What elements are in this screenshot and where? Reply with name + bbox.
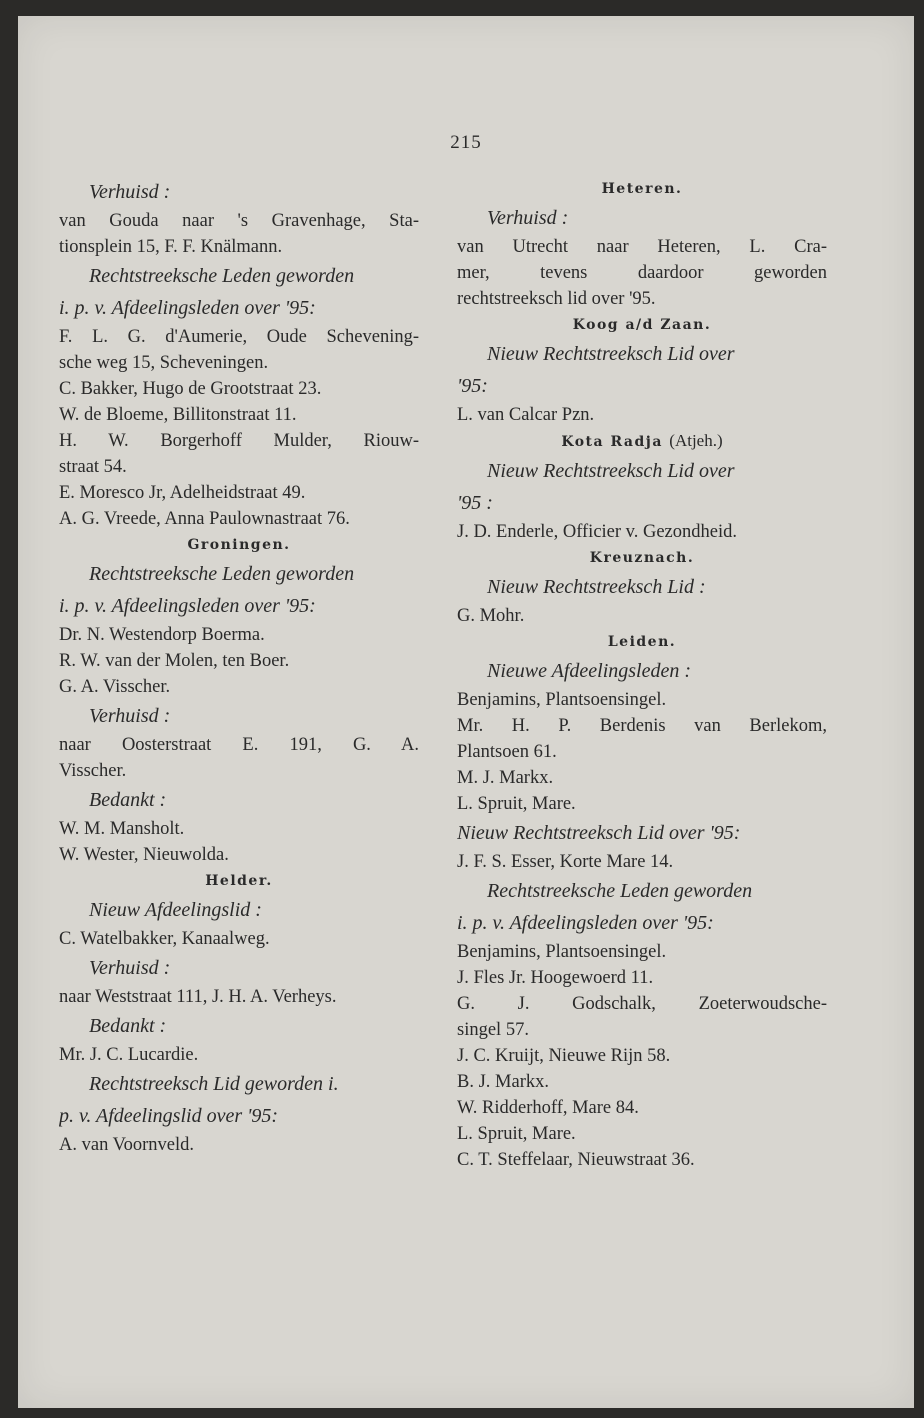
section-label: Nieuw Rechtstreeksch Lid : xyxy=(487,576,706,598)
text-line: naar Weststraat 111, J. H. A. Verheys. xyxy=(59,987,337,1007)
text-line: rechtstreeksch lid over '95. xyxy=(457,289,656,309)
heading-text: Kota Radja xyxy=(561,434,663,450)
city-heading-kota-radja xyxy=(457,428,827,455)
section-label: Nieuw Rechtstreeksch Lid over xyxy=(487,460,735,482)
city-heading-kreuznach: Kreuznach. xyxy=(589,550,695,566)
text-line: H. W. Borgerhoff Mulder, Riouw- xyxy=(59,431,419,451)
text-line: van Gouda naar 's Gravenhage, Sta- xyxy=(59,211,419,231)
text-line: Dr. N. Westendorp Boerma. xyxy=(59,625,265,645)
left-column xyxy=(59,176,419,1158)
section-label: i. p. v. Afdeelingsleden over '95: xyxy=(59,595,316,617)
section-label: Bedankt : xyxy=(89,789,167,811)
text-line: W. Ridderhoff, Mare 84. xyxy=(457,1098,639,1118)
text-line: Plantsoen 61. xyxy=(457,742,557,762)
text-line: Visscher. xyxy=(59,761,127,781)
section-label: p. v. Afdeelingslid over '95: xyxy=(59,1105,279,1127)
text-line: A. van Voornveld. xyxy=(59,1135,194,1155)
text-line: W. M. Mansholt. xyxy=(59,819,185,839)
city-heading-helder: Helder. xyxy=(205,873,273,889)
text-line: A. G. Vreede, Anna Paulownastraat 76. xyxy=(59,509,350,529)
text-line: straat 54. xyxy=(59,457,127,477)
text-line: J. Fles Jr. Hoogewoerd 11. xyxy=(457,968,654,988)
text-line: L. Spruit, Mare. xyxy=(457,794,576,814)
text-line: B. J. Markx. xyxy=(457,1072,549,1092)
section-label: Nieuw Rechtstreeksch Lid over xyxy=(487,343,735,365)
text-line: tionsplein 15, F. F. Knälmann. xyxy=(59,237,283,257)
text-line: Mr. H. P. Berdenis van Berlekom, xyxy=(457,716,827,736)
section-label: '95: xyxy=(457,375,488,397)
text-line: W. Wester, Nieuwolda. xyxy=(59,845,229,865)
text-line: C. Watelbakker, Kanaalweg. xyxy=(59,929,270,949)
section-label: Rechtstreeksch Lid geworden i. xyxy=(89,1073,339,1095)
text-line: G. J. Godschalk, Zoeterwoudsche- xyxy=(457,994,827,1014)
section-label: Bedankt : xyxy=(89,1015,167,1037)
text-line: singel 57. xyxy=(457,1020,529,1040)
text-line: J. F. S. Esser, Korte Mare 14. xyxy=(457,852,674,872)
text-line: M. J. Markx. xyxy=(457,768,554,788)
section-label: i. p. v. Afdeelingsleden over '95: xyxy=(59,297,316,319)
text-line: R. W. van der Molen, ten Boer. xyxy=(59,651,290,671)
section-label: Rechtstreeksche Leden geworden xyxy=(487,880,753,902)
right-column xyxy=(457,176,827,1173)
text-line: F. L. G. d'Aumerie, Oude Schevening- xyxy=(59,327,419,347)
section-label: Verhuisd : xyxy=(89,957,171,979)
text-line: Benjamins, Plantsoensingel. xyxy=(457,942,667,962)
heading-subtext: (Atjeh.) xyxy=(669,431,723,450)
section-label: Verhuisd : xyxy=(89,181,171,203)
text-line: naar Oosterstraat E. 191, G. A. xyxy=(59,735,419,755)
text-line: van Utrecht naar Heteren, L. Cra- xyxy=(457,237,827,257)
book-page xyxy=(18,16,914,1408)
text-line: J. C. Kruijt, Nieuwe Rijn 58. xyxy=(457,1046,671,1066)
page-number: 215 xyxy=(450,132,482,153)
section-label: Nieuw Rechtstreeksch Lid over '95: xyxy=(457,822,741,844)
section-label: Rechtstreeksche Leden geworden xyxy=(89,563,355,585)
city-heading-leiden: Leiden. xyxy=(607,634,677,650)
text-line: L. van Calcar Pzn. xyxy=(457,405,595,425)
text-line: G. A. Visscher. xyxy=(59,677,171,697)
city-heading-groningen: Groningen. xyxy=(187,537,291,553)
text-line: Benjamins, Plantsoensingel. xyxy=(457,690,667,710)
city-heading-heteren: Heteren. xyxy=(601,181,683,197)
text-line: L. Spruit, Mare. xyxy=(457,1124,576,1144)
section-label: '95 : xyxy=(457,492,493,514)
text-line: W. de Bloeme, Billitonstraat 11. xyxy=(59,405,297,425)
section-label: i. p. v. Afdeelingsleden over '95: xyxy=(457,912,714,934)
section-label: Verhuisd : xyxy=(89,705,171,727)
text-line: E. Moresco Jr, Adelheidstraat 49. xyxy=(59,483,306,503)
text-line: G. Mohr. xyxy=(457,606,525,626)
section-label: Rechtstreeksche Leden geworden xyxy=(89,265,355,287)
section-label: Nieuwe Afdeelingsleden : xyxy=(487,660,692,682)
city-heading-koog: Koog a/d Zaan. xyxy=(572,317,712,333)
text-line: mer, tevens daardoor geworden xyxy=(457,263,827,283)
text-line: sche weg 15, Scheveningen. xyxy=(59,353,269,373)
section-label: Nieuw Afdeelingslid : xyxy=(89,899,262,921)
section-label: Verhuisd : xyxy=(487,207,569,229)
text-line: C. T. Steffelaar, Nieuwstraat 36. xyxy=(457,1150,695,1170)
text-line: C. Bakker, Hugo de Grootstraat 23. xyxy=(59,379,322,399)
text-line: J. D. Enderle, Officier v. Gezondheid. xyxy=(457,522,737,542)
text-line: Mr. J. C. Lucardie. xyxy=(59,1045,199,1065)
